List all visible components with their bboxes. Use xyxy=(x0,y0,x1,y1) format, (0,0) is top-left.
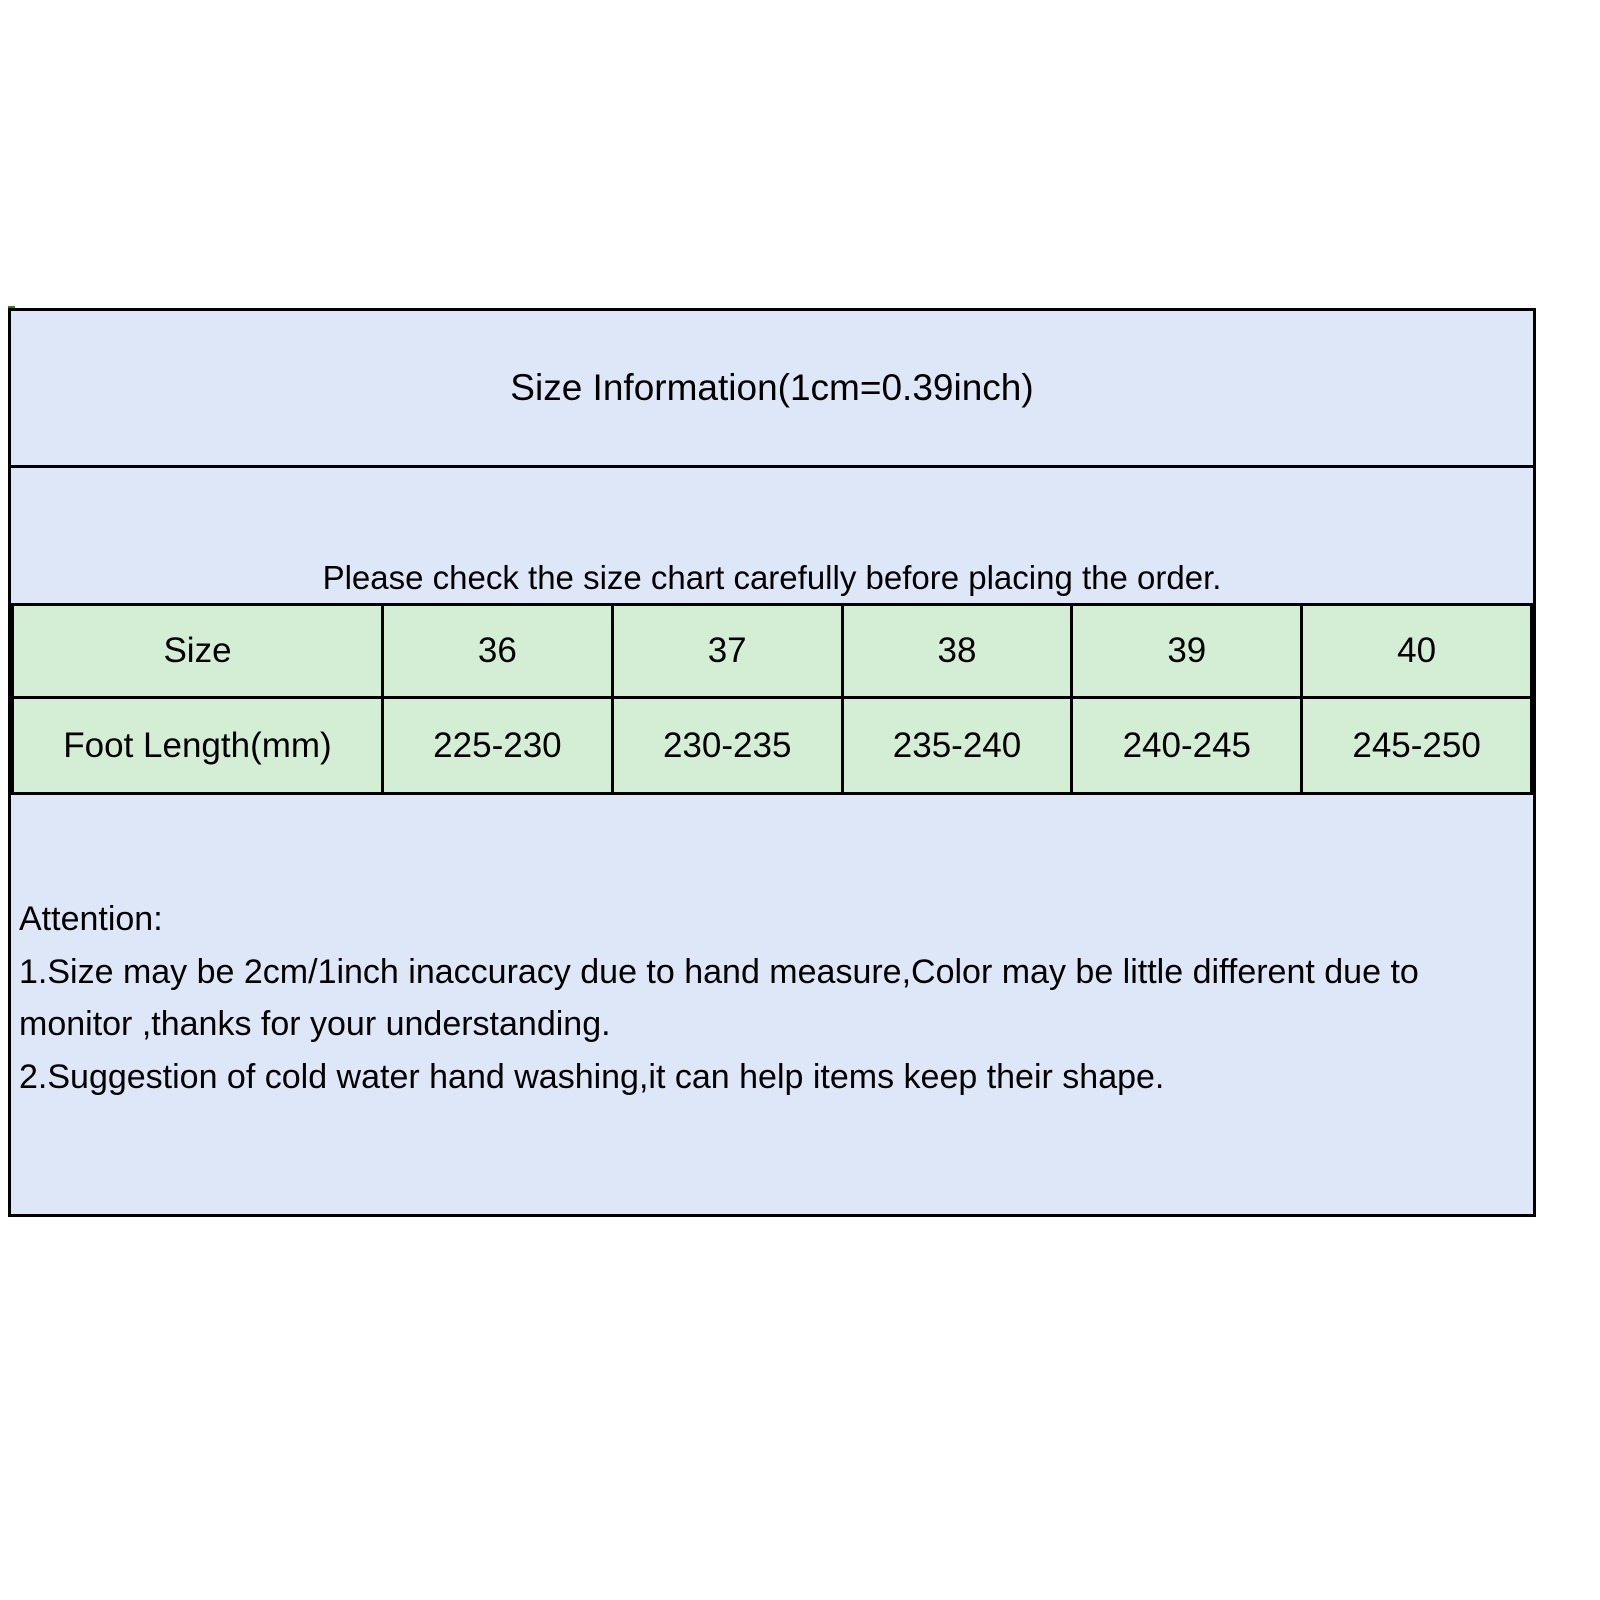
attention-line-1: 1.Size may be 2cm/1inch inaccuracy due to hand measure,Color may be little different due to monitor ,thanks for your understanding. xyxy=(19,952,1429,1044)
table-cell-foot-length-38: 235-240 xyxy=(842,698,1072,794)
notice-row xyxy=(11,468,1533,603)
table-header-cell-size: Size xyxy=(13,605,383,698)
table-header-cell-37: 37 xyxy=(612,605,842,698)
title-row xyxy=(11,311,1533,468)
table-header-row xyxy=(13,605,1532,698)
table-cell-foot-length-37: 230-235 xyxy=(612,698,842,794)
size-table xyxy=(11,603,1533,795)
table-header-cell-39: 39 xyxy=(1072,605,1302,698)
attention-heading: Attention: xyxy=(19,900,163,938)
table-header-cell-36: 36 xyxy=(383,605,613,698)
attention-line-2: 2.Suggestion of cold water hand washing,it can help items keep their shape. xyxy=(19,1058,1165,1097)
table-row-label-foot-length: Foot Length(mm) xyxy=(13,698,383,794)
size-chart-notice: Please check the size chart carefully before placing the order. xyxy=(322,559,1222,596)
size-chart-panel xyxy=(8,308,1536,1217)
page-title: Size Information(1cm=0.39inch) xyxy=(510,366,1034,408)
table-cell-foot-length-39: 240-245 xyxy=(1072,698,1302,794)
table-cell-foot-length-40: 245-250 xyxy=(1302,698,1532,794)
table-cell-foot-length-36: 225-230 xyxy=(383,698,613,794)
table-row xyxy=(13,698,1532,794)
attention-block xyxy=(11,795,1533,1214)
table-header-cell-38: 38 xyxy=(842,605,1072,698)
table-header-cell-40: 40 xyxy=(1302,605,1532,698)
